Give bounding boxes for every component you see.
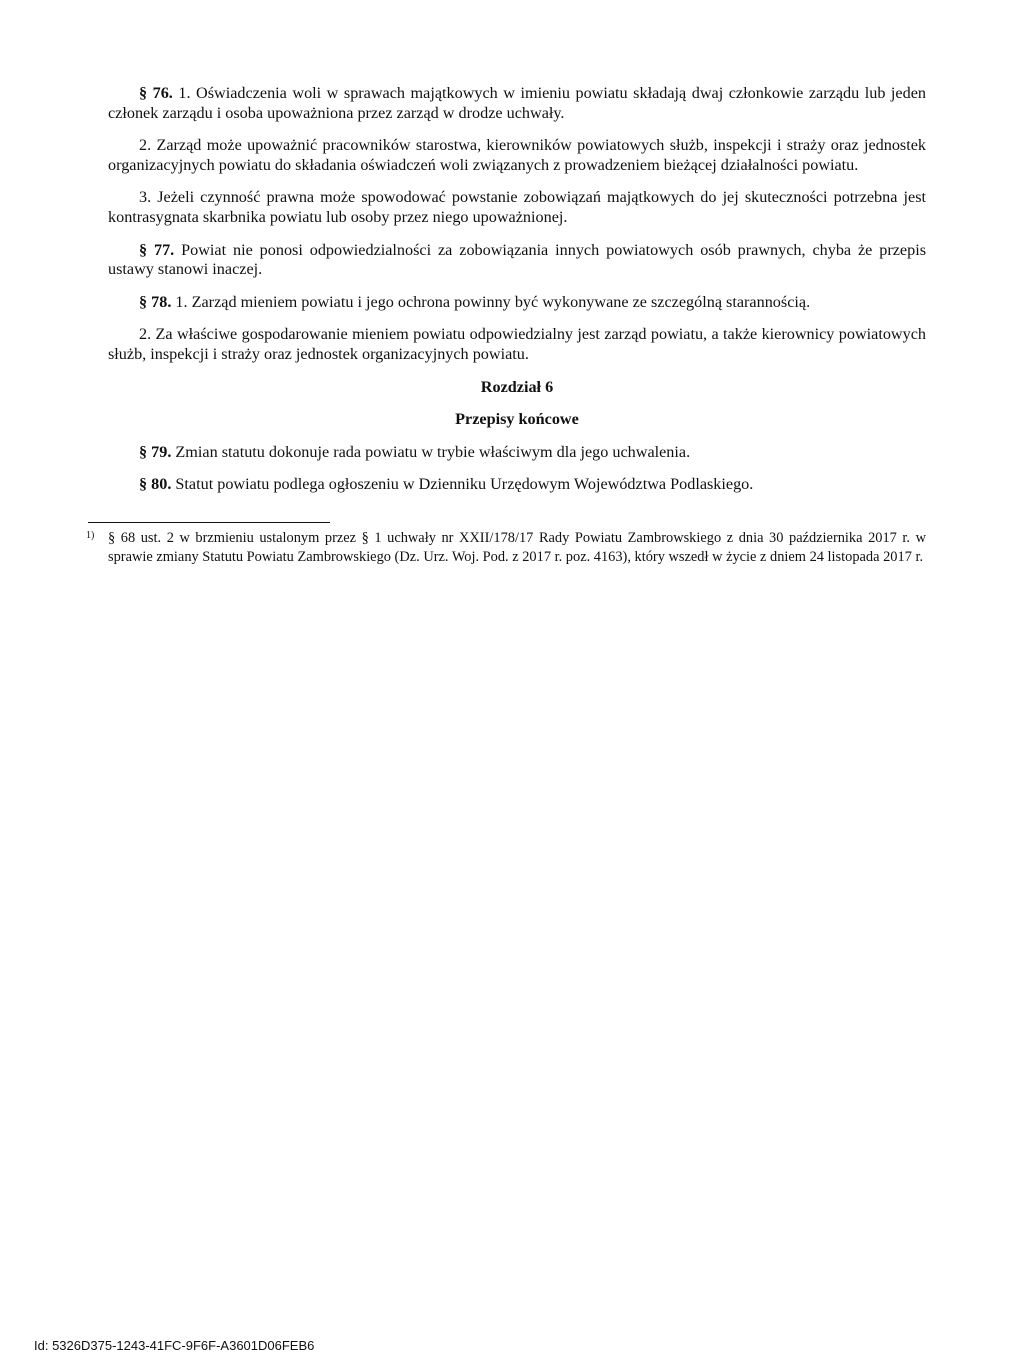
paragraph-text: 1. Zarząd mieniem powiatu i jego ochrona powinny być wykonywane ze szczególną starannością. — [171, 292, 811, 311]
paragraph-text: 3. Jeżeli czynność prawna może spowodować powstanie zobowiązań majątkowych do jej skuteczności potrzebna jest kontrasygnata skarbnika powiatu lub osoby przez niego upoważnionej. — [108, 188, 926, 226]
footnote-mark: 1) — [86, 530, 95, 541]
paragraph-79 — [108, 443, 926, 463]
section-number-78: § 78. — [139, 292, 172, 311]
footnote — [86, 529, 926, 567]
paragraph-78-1 — [108, 293, 926, 313]
paragraph-text: Statut powiatu podlega ogłoszeniu w Dzienniku Urzędowym Województwa Podlaskiego. — [171, 475, 754, 494]
document-body — [108, 84, 926, 508]
paragraph-text: 2. Za właściwe gospodarowanie mieniem powiatu odpowiedzialny jest zarząd powiatu, a także kierownicy powiatowych służb, inspekcji i straży oraz jednostek organizacyjnych powiatu. — [108, 325, 926, 363]
chapter-heading: Rozdział 6 — [480, 377, 554, 396]
footnote-divider — [88, 522, 330, 523]
footnote-text: § 68 ust. 2 w brzmieniu ustalonym przez § 1 uchwały nr XXII/178/17 Rady Powiatu Zambrowskiego z dnia 30 października 2017 r. w sprawie zmiany Statutu Powiatu Zambrowskiego (Dz. Urz. Woj. Pod. z 2017 r. poz. 4163), który wszedł w życie z dniem 24 listopada 2017 r. — [108, 530, 926, 565]
chapter-title: Przepisy końcowe — [455, 410, 579, 429]
paragraph-76-2 — [108, 136, 926, 175]
paragraph-80 — [108, 475, 926, 495]
paragraph-text: Powiat nie ponosi odpowiedzialności za zobowiązania innych powiatowych osób prawnych, chyba że przepis ustawy stanowi inaczej. — [108, 240, 927, 279]
section-number-76: § 76. — [139, 84, 173, 102]
section-number-79: § 79. — [139, 442, 172, 461]
paragraph-77 — [108, 241, 926, 280]
paragraph-text: Zmian statutu dokonuje rada powiatu w trybie właściwym dla jego uchwalenia. — [171, 442, 691, 461]
section-number-77: § 77. — [139, 240, 175, 259]
paragraph-78-2 — [108, 325, 926, 364]
paragraph-76-3 — [108, 188, 926, 227]
section-number-80: § 80. — [139, 475, 172, 494]
paragraph-text: 1. Oświadczenia woli w sprawach majątkowych w imieniu powiatu składają dwaj członkowie zarządu lub jeden członek zarządu i osoba upoważniona przez zarząd w drodze uchwały. — [108, 84, 926, 122]
paragraph-text: 2. Zarząd może upoważnić pracowników starostwa, kierowników powiatowych służb, inspekcji i straży oraz jednostek organizacyjnych powiatu do składania oświadczeń woli związanych z prowadzeniem bieżącej działalności powiatu. — [108, 136, 926, 174]
document-id: Id: 5326D375-1243-41FC-9F6F-A3601D06FEB6 — [34, 1338, 315, 1353]
paragraph-76-1 — [108, 84, 926, 123]
